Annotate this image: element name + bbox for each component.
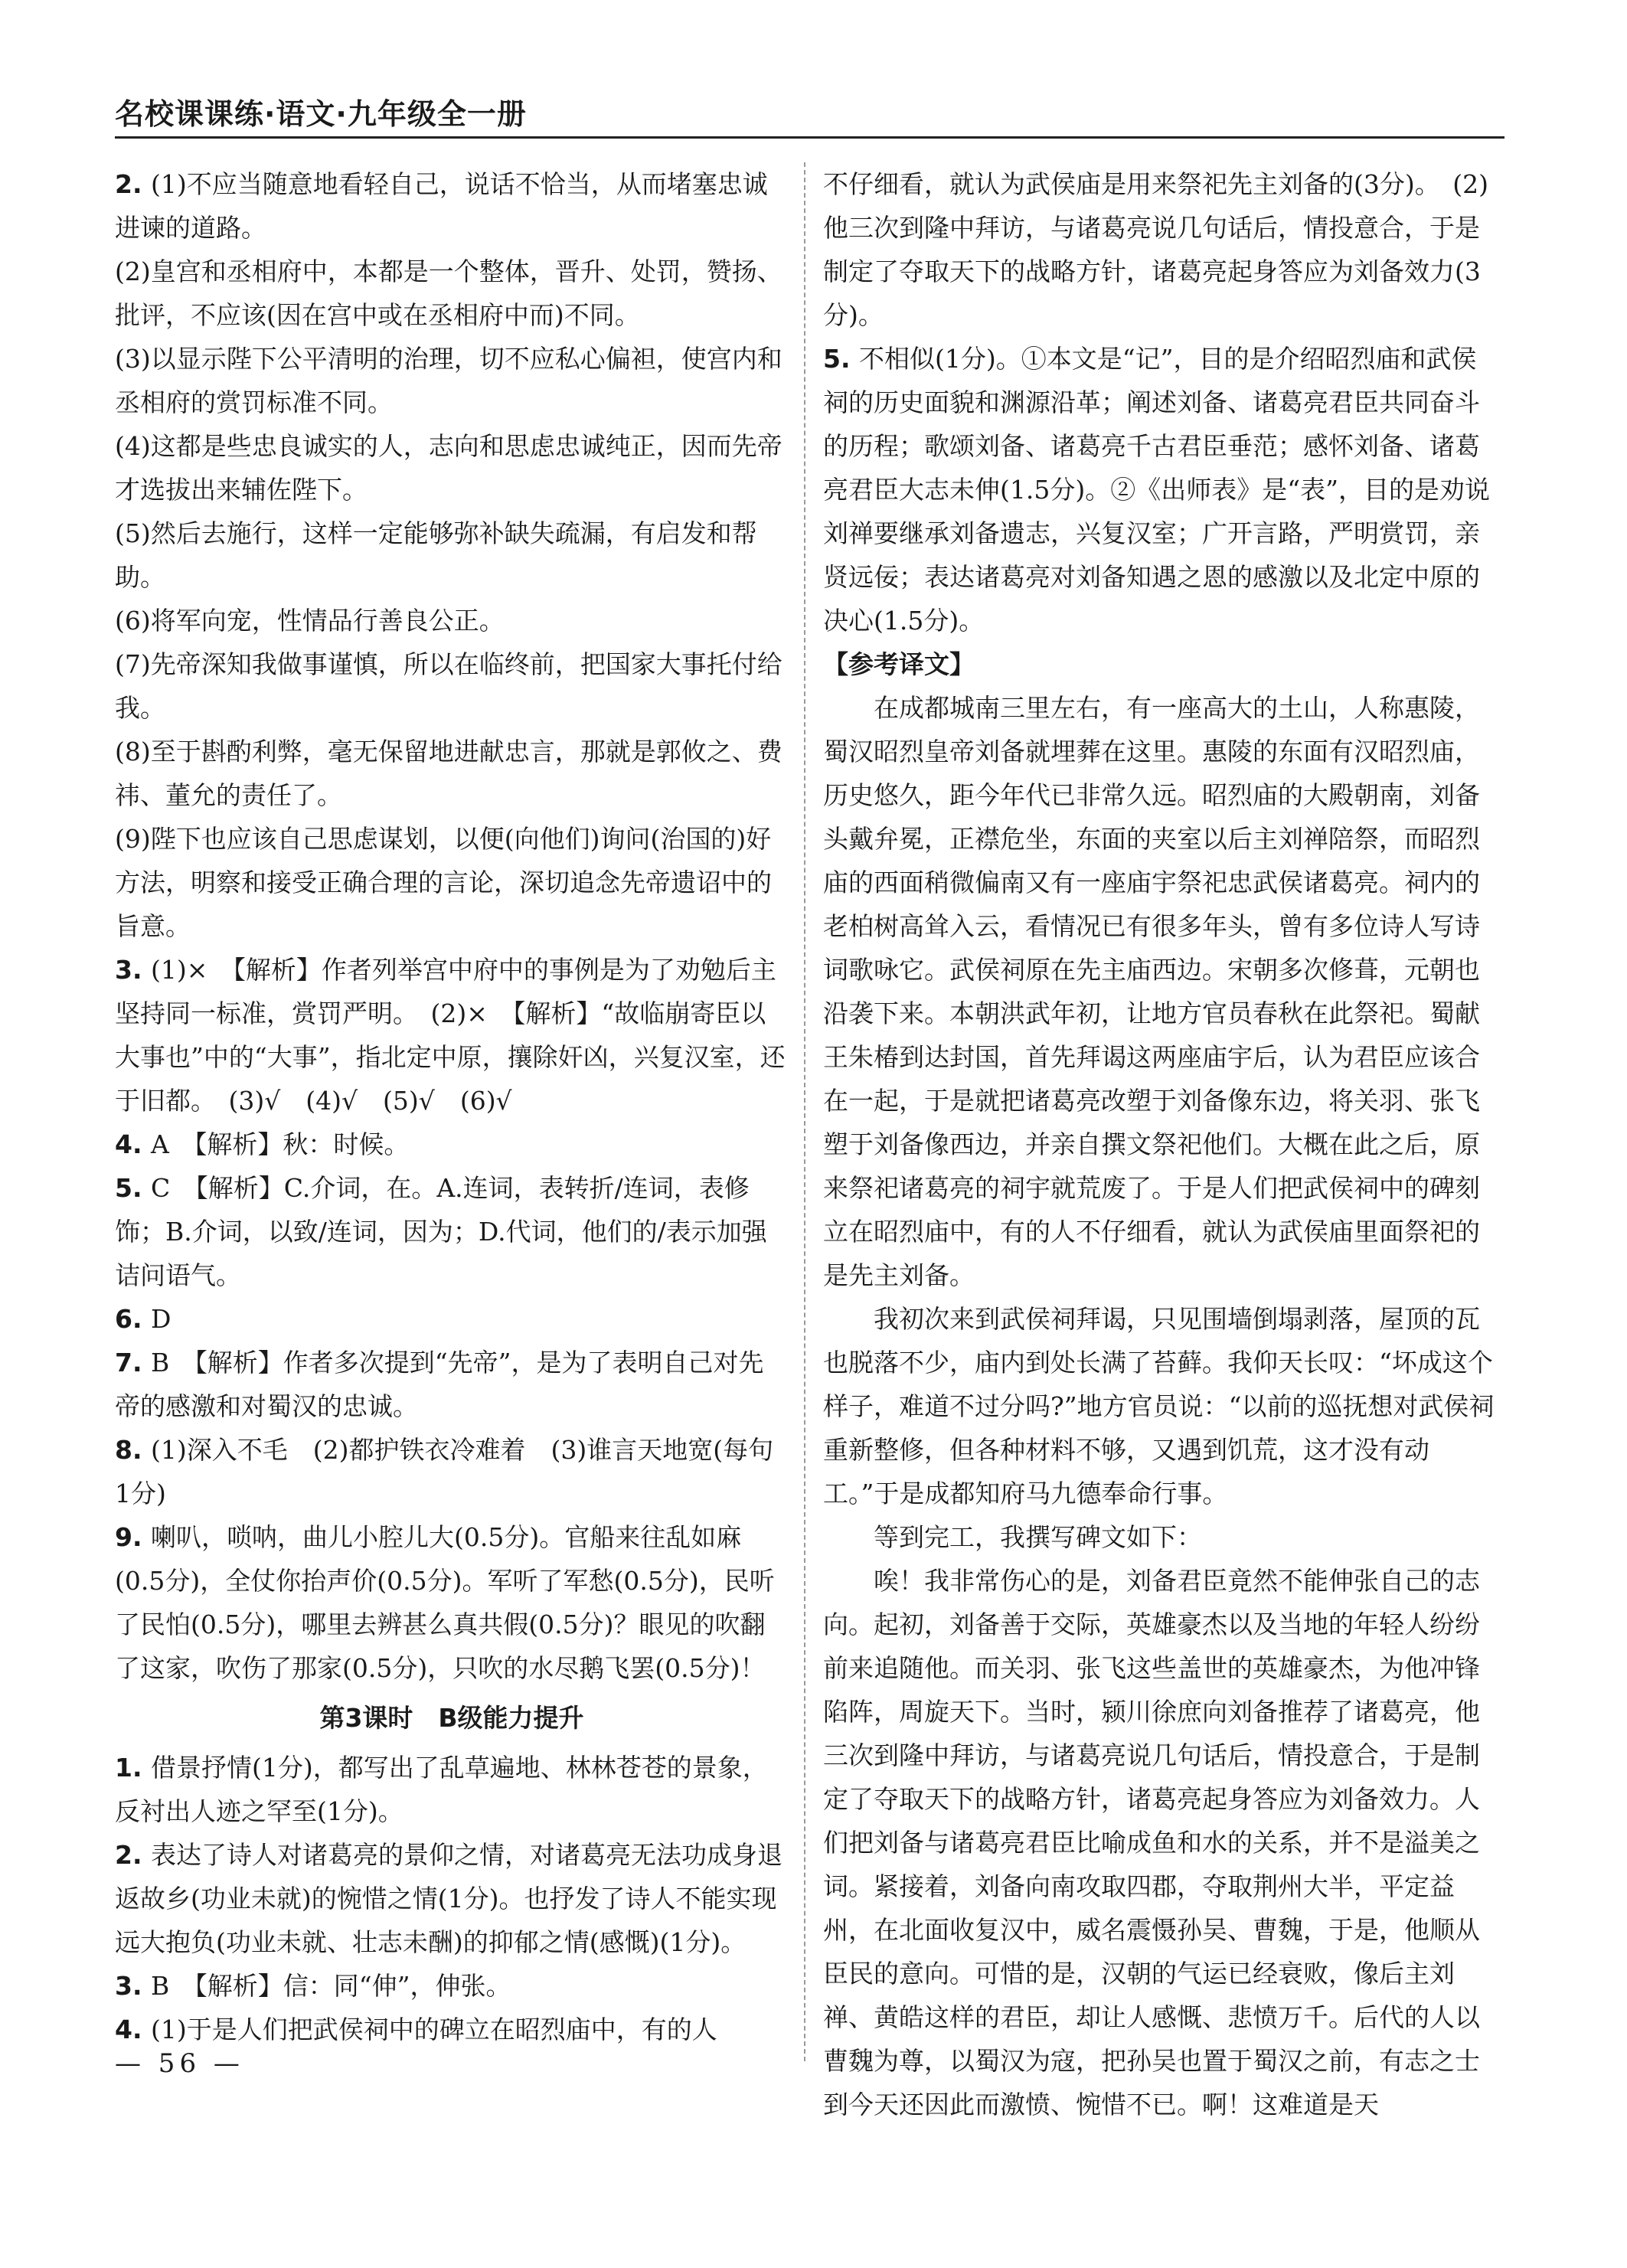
answer-item bbox=[115, 250, 789, 337]
translation-paragraph: 唉！我非常伤心的是，刘备君臣竟然不能伸张自己的志向。起初，刘备善于交际，英雄豪杰以及当地的年轻人纷纷前来追随他。而关羽、张飞这些盖世的英雄豪杰，为他冲锋陷阵，周旋天下。当时，颍川徐庶向刘备推荐了诸葛亮，他三次到隆中拜访，与诸葛亮说几句话后，情投意合，于是制定了夺取天下的战略方针，诸葛亮起身答应为刘备效力。人们把刘备与诸葛亮君臣比喻成鱼和水的关系，并不是溢美之词。紧接着，刘备向南攻取四郡，夺取荆州大半，平定益州，在北面收复汉中，威名震慑孙吴、曹魏，于是，他顺从臣民的意向。可惜的是，汉朝的气运已经衰败，像后主刘禅、黄皓这样的君臣，却让人感慨、悲愤万千。后代的人以曹魏为尊，以蜀汉为寇，把孙吴也置于蜀汉之前，有志之士到今天还因此而激愤、惋惜不已。啊！这难道是天 bbox=[823, 1566, 1480, 2119]
answer-item bbox=[115, 1297, 789, 1341]
answer-item bbox=[115, 1166, 789, 1297]
answer-text: (1)不应当随意地看轻自己，说话不恰当，从而堵塞忠诚进谏的道路。 bbox=[115, 169, 768, 243]
page-header-title: 名校课课练·语文·九年级全一册 bbox=[115, 97, 527, 131]
answer-number: 3. bbox=[115, 1971, 151, 2001]
answer-item bbox=[115, 1833, 789, 1964]
answer-item bbox=[115, 730, 789, 817]
answer-item bbox=[115, 337, 789, 424]
answer-text: (7)先帝深知我做事谨慎，所以在临终前，把国家大事托付给我。 bbox=[115, 649, 782, 723]
answer-number: 5. bbox=[115, 1173, 151, 1203]
answer-text: (4)这都是些忠良诚实的人，志向和思虑忠诚纯正，因而先帝才选拔出来辅佐陛下。 bbox=[115, 431, 782, 505]
answer-text: (1)× 【解析】作者列举宫中府中的事例是为了劝勉后主坚持同一标准，赏罚严明。 (2)× 【解析】“故临崩寄臣以大事也”中的“大事”，指北定中原，攘除奸凶，兴复汉室，还于旧都。 (3)√ (4)√ (5)√ (6)√ bbox=[115, 955, 786, 1116]
right-column bbox=[823, 162, 1497, 2126]
answer-text: B 【解析】作者多次提到“先帝”，是为了表明自己对先帝的感激和对蜀汉的忠诚。 bbox=[115, 1348, 764, 1421]
answer-number: 2. bbox=[115, 169, 151, 199]
answer-item bbox=[115, 599, 789, 642]
answer-number: 7. bbox=[115, 1348, 151, 1377]
translation-paragraph: 我初次来到武侯祠拜谒，只见围墙倒塌剥落，屋顶的瓦也脱落不少，庙内到处长满了苔藓。我仰天长叹：“坏成这个样子，难道不过分吗?”地方官员说：“以前的巡抚想对武侯祠重新整修，但各种材料不够，又遇到饥荒，这才没有动工。”于是成都知府马九德奉命行事。 bbox=[823, 1304, 1495, 1508]
answer-text: 不相似(1分)。①本文是“记”，目的是介绍昭烈庙和武侯祠的历史面貌和渊源沿革；阐述刘备、诸葛亮君臣共同奋斗的历程；歌颂刘备、诸葛亮千古君臣垂范；感怀刘备、诸葛亮君臣大志未伸(1.5分)。②《出师表》是“表”，目的是劝说刘禅要继承刘备遗志，兴复汉室；广开言路，严明赏罚，亲贤远佞；表达诸葛亮对刘备知遇之恩的感激以及北定中原的决心(1.5分)。 bbox=[823, 344, 1490, 636]
column-divider bbox=[804, 162, 805, 2061]
answer-text: (5)然后去施行，这样一定能够弥补缺失疏漏，有启发和帮助。 bbox=[115, 518, 757, 592]
answer-text: (1)深入不毛 (2)都护铁衣冷难着 (3)谁言天地宽(每句1分) bbox=[115, 1435, 774, 1508]
answer-number: 8. bbox=[115, 1435, 151, 1465]
answer-item bbox=[115, 424, 789, 511]
translation-paragraph: 在成都城南三里左右，有一座高大的土山，人称惠陵，蜀汉昭烈皇帝刘备就埋葬在这里。惠陵的东面有汉昭烈庙，历史悠久，距今年代已非常久远。昭烈庙的大殿朝南，刘备头戴弁冕，正襟危坐，东面的夹室以后主刘禅陪祭，而昭烈庙的西面稍微偏南又有一座庙宇祭祀忠武侯诸葛亮。祠内的老柏树高耸入云，看情况已有很多年头，曾有多位诗人写诗词歌咏它。武侯祠原在先主庙西边。宋朝多次修葺，元朝也沿袭下来。本朝洪武年初，让地方官员春秋在此祭祀。蜀献王朱椿到达封国，首先拜谒这两座庙宇后，认为君臣应该合在一起，于是就把诸葛亮改塑于刘备像东边，将关羽、张飞塑于刘备像西边，并亲自撰文祭祀他们。大概在此之后，原来祭祀诸葛亮的祠宇就荒废了。于是人们把武侯祠中的碑刻立在昭烈庙中，有的人不仔细看，就认为武侯庙里面祭祀的是先主刘备。 bbox=[823, 693, 1480, 1290]
answer-text: C 【解析】C.介词，在。A.连词，表转折/连词，表修饰；B.介词，以致/连词，因为；D.代词，他们的/表示加强诘问语气。 bbox=[115, 1173, 767, 1290]
header-rule bbox=[115, 136, 1504, 139]
left-column bbox=[115, 162, 789, 2051]
answer-text: B 【解析】信：同“伸”，伸张。 bbox=[151, 1971, 511, 2001]
answer-text: 表达了诗人对诸葛亮的景仰之情，对诸葛亮无法功成身退返故乡(功业未就)的惋惜之情(1分)。也抒发了诗人不能实现远大抱负(功业未就、壮志未酬)的抑郁之情(感慨)(1分)。 bbox=[115, 1840, 782, 1957]
answer-item bbox=[115, 1964, 789, 2008]
answer-text: (6)将军向宠，性情品行善良公正。 bbox=[115, 606, 505, 636]
answer-number: 6. bbox=[115, 1304, 151, 1334]
answer-number: 4. bbox=[115, 2015, 151, 2044]
answer-item bbox=[115, 2008, 789, 2051]
answer-text: 借景抒情(1分)，都写出了乱草遍地、林林苍苍的景象，反衬出人迹之罕至(1分)。 bbox=[115, 1753, 768, 1826]
answer-number: 3. bbox=[115, 955, 151, 985]
answer-number: 1. bbox=[115, 1753, 151, 1783]
answer-item bbox=[115, 1746, 789, 1833]
answer-text: 喇叭，唢呐，曲儿小腔儿大(0.5分)。官船来往乱如麻(0.5分)，全仗你抬声价(0.5分)。军听了军愁(0.5分)，民听了民怕(0.5分)，哪里去辨甚么真共假(0.5分)？眼见的吹翻了这家，吹伤了那家(0.5分)，只吹的水尽鹅飞罢(0.5分)！ bbox=[115, 1522, 775, 1683]
answer-item bbox=[115, 817, 789, 948]
answer-item bbox=[115, 1123, 789, 1166]
answer-text: (9)陛下也应该自己思虑谋划，以便(向他们)询问(治国的)好方法，明察和接受正确合理的言论，深切追念先帝遗诏中的旨意。 bbox=[115, 824, 772, 941]
answer-number: 9. bbox=[115, 1522, 151, 1552]
answer-text: (1)于是人们把武侯祠中的碑立在昭烈庙中，有的人 bbox=[151, 2015, 717, 2044]
answer-item bbox=[115, 511, 789, 599]
answer-text: (2)皇宫和丞相府中，本都是一个整体，晋升、处罚，赞扬、批评，不应该(因在宫中或在丞相府中而)不同。 bbox=[115, 257, 782, 330]
answer-text: 不仔细看，就认为武侯庙是用来祭祀先主刘备的(3分)。 (2)他三次到隆中拜访，与诸葛亮说几句话后，情投意合，于是制定了夺取天下的战略方针，诸葛亮起身答应为刘备效力(3分)。 bbox=[823, 169, 1488, 330]
section-title: 第3课时 B级能力提升 bbox=[319, 1703, 584, 1733]
answer-item bbox=[115, 162, 789, 250]
answer-item bbox=[823, 162, 1497, 337]
answer-text: (8)至于斟酌利弊，毫无保留地进献忠言，那就是郭攸之、费祎、董允的责任了。 bbox=[115, 737, 782, 810]
answer-item bbox=[115, 1341, 789, 1428]
answer-number: 5. bbox=[823, 344, 859, 374]
answer-item bbox=[115, 1515, 789, 1690]
translation-paragraph: 等到完工，我撰写碑文如下： bbox=[874, 1522, 1202, 1552]
reference-translation-title: 【参考译文】 bbox=[823, 649, 975, 679]
answer-item bbox=[823, 337, 1497, 642]
page-number: — 56 — bbox=[115, 2048, 244, 2079]
answer-item bbox=[115, 1428, 789, 1515]
answer-number: 2. bbox=[115, 1840, 151, 1870]
answer-text: (3)以显示陛下公平清明的治理，切不应私心偏袒，使宫内和丞相府的赏罚标准不同。 bbox=[115, 344, 782, 417]
answer-item bbox=[115, 948, 789, 1123]
answer-number: 4. bbox=[115, 1129, 151, 1159]
answer-text: D bbox=[151, 1304, 172, 1334]
answer-item bbox=[115, 642, 789, 730]
answer-text: A 【解析】秋：时候。 bbox=[151, 1129, 410, 1159]
